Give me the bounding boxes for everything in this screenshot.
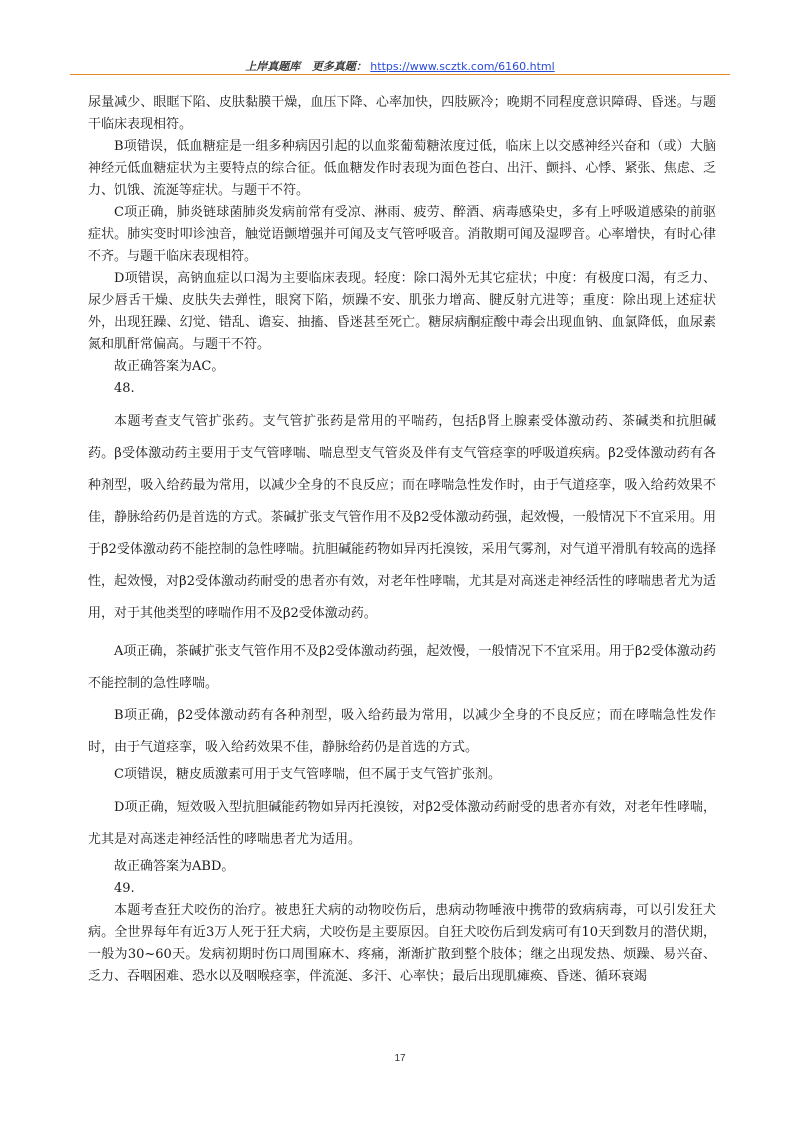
paragraph-49-intro: 本题考查狂犬咬伤的治疗。被患狂犬病的动物咬伤后，患病动物唾液中携带的致病病毒，可以引发狂犬病。全世界每年有近3万人死于狂犬病，犬咬伤是主要原因。自狂犬咬伤后到发病可有10天到数月的潜伏期，一般为30~60天。发病初期时伤口周围麻木、疼痛，渐渐扩散到整个肢体；继之出现发热、烦躁、易兴奋、乏力、吞咽困难、恐水以及咽喉痉挛，伴流涎、多汗、心率快；最后出现肌瘫痪、昏迷、循环衰竭 bbox=[88, 903, 716, 984]
paragraph-c-option: C项正确，肺炎链球菌肺炎发病前常有受凉、淋雨、疲劳、醉酒、病毒感染史，多有上呼吸道感染的前驱症状。肺实变时叩诊浊音，触觉语颤增强并可闻及支气管呼吸音。消散期可闻及湿啰音。心率增快，有时心律不齐。与题干临床表现相符。 bbox=[88, 205, 716, 264]
paragraph-48-d: D项正确，短效吸入型抗胆碱能药物如异丙托溴铵，对β2受体激动药耐受的患者亦有效，对老年性哮喘，尤其是对高迷走神经活性的哮喘患者尤为适用。 bbox=[88, 800, 716, 847]
page-header bbox=[0, 58, 800, 74]
paragraph-48-c: C项错误，糖皮质激素可用于支气管哮喘，但不属于支气管扩张剂。 bbox=[114, 767, 501, 782]
more-label: 更多真题： bbox=[311, 60, 367, 73]
paragraph-48-a: A项正确，茶碱扩张支气管作用不及β2受体激动药强，起效慢，一般情况下不宜采用。用于β2受体激动药不能控制的急性哮喘。 bbox=[88, 644, 716, 691]
paragraph-a-continued: 尿量减少、眼眶下陷、皮肤黏膜干燥，血压下降、心率加快，四肢厥冷；晚期不同程度意识障碍、昏迷。与题干临床表现相符。 bbox=[88, 95, 716, 132]
source-link[interactable]: https://www.scztk.com/6160.html bbox=[370, 60, 555, 73]
paragraph-d-option: D项错误，高钠血症以口渴为主要临床表现。轻度：除口渴外无其它症状；中度：有极度口渴，有乏力、尿少唇舌干燥、皮肤失去弹性，眼窝下陷，烦躁不安、肌张力增高、腱反射亢进等；重度：除出现上述症状外，出现狂躁、幻觉、错乱、谵妄、抽搐、昏迷甚至死亡。糖尿病酮症酸中毒会出现血钠、血氯降低，血尿素氮和肌酐常偏高。与题干不符。 bbox=[88, 271, 716, 352]
paragraph-48-b: B项正确，β2受体激动药有各种剂型，吸入给药最为常用，以减少全身的不良反应；而在哮喘急性发作时，由于气道痉挛，吸入给药效果不佳，静脉给药仍是首选的方式。 bbox=[88, 708, 716, 755]
paragraph-b-option: B项错误，低血糖症是一组多种病因引起的以血浆葡萄糖浓度过低，临床上以交感神经兴奋和（或）大脑神经元低血糖症状为主要特点的综合征。低血糖发作时表现为面色苍白、出汗、颤抖、心悸、紧张、焦虑、乏力、饥饿、流涎等症状。与题干不符。 bbox=[88, 139, 716, 198]
site-name: 上岸真题库 bbox=[245, 60, 301, 73]
page-number: 17 bbox=[394, 1053, 406, 1064]
paragraph-48-intro: 本题考查支气管扩张药。支气管扩张药是常用的平喘药，包括β肾上腺素受体激动药、茶碱类和抗胆碱药。β受体激动药主要用于支气管哮喘、喘息型支气管炎及伴有支气管痉挛的呼吸道疾病。β2受体激动药有各种剂型，吸入给药最为常用，以减少全身的不良反应；而在哮喘急性发作时，由于气道痉挛，吸入给药效果不佳，静脉给药仍是首选的方式。茶碱扩张支气管作用不及β2受体激动药强，起效慢，一般情况下不宜采用。用于β2受体激动药不能控制的急性哮喘。抗胆碱能药物如异丙托溴铵，采用气雾剂，对气道平滑肌有较高的选择性，起效慢，对β2受体激动药耐受的患者亦有效，对老年性哮喘，尤其是对高迷走神经活性的哮喘患者尤为适用，对于其他类型的哮喘作用不及β2受体激动药。 bbox=[88, 414, 716, 621]
answer-47: 故正确答案为AC。 bbox=[114, 359, 225, 374]
header-rule bbox=[70, 74, 730, 75]
question-number-49: 49. bbox=[114, 881, 135, 896]
document-body bbox=[88, 92, 716, 988]
answer-48: 故正确答案为ABD。 bbox=[114, 859, 235, 874]
question-number-48: 48. bbox=[114, 381, 135, 396]
